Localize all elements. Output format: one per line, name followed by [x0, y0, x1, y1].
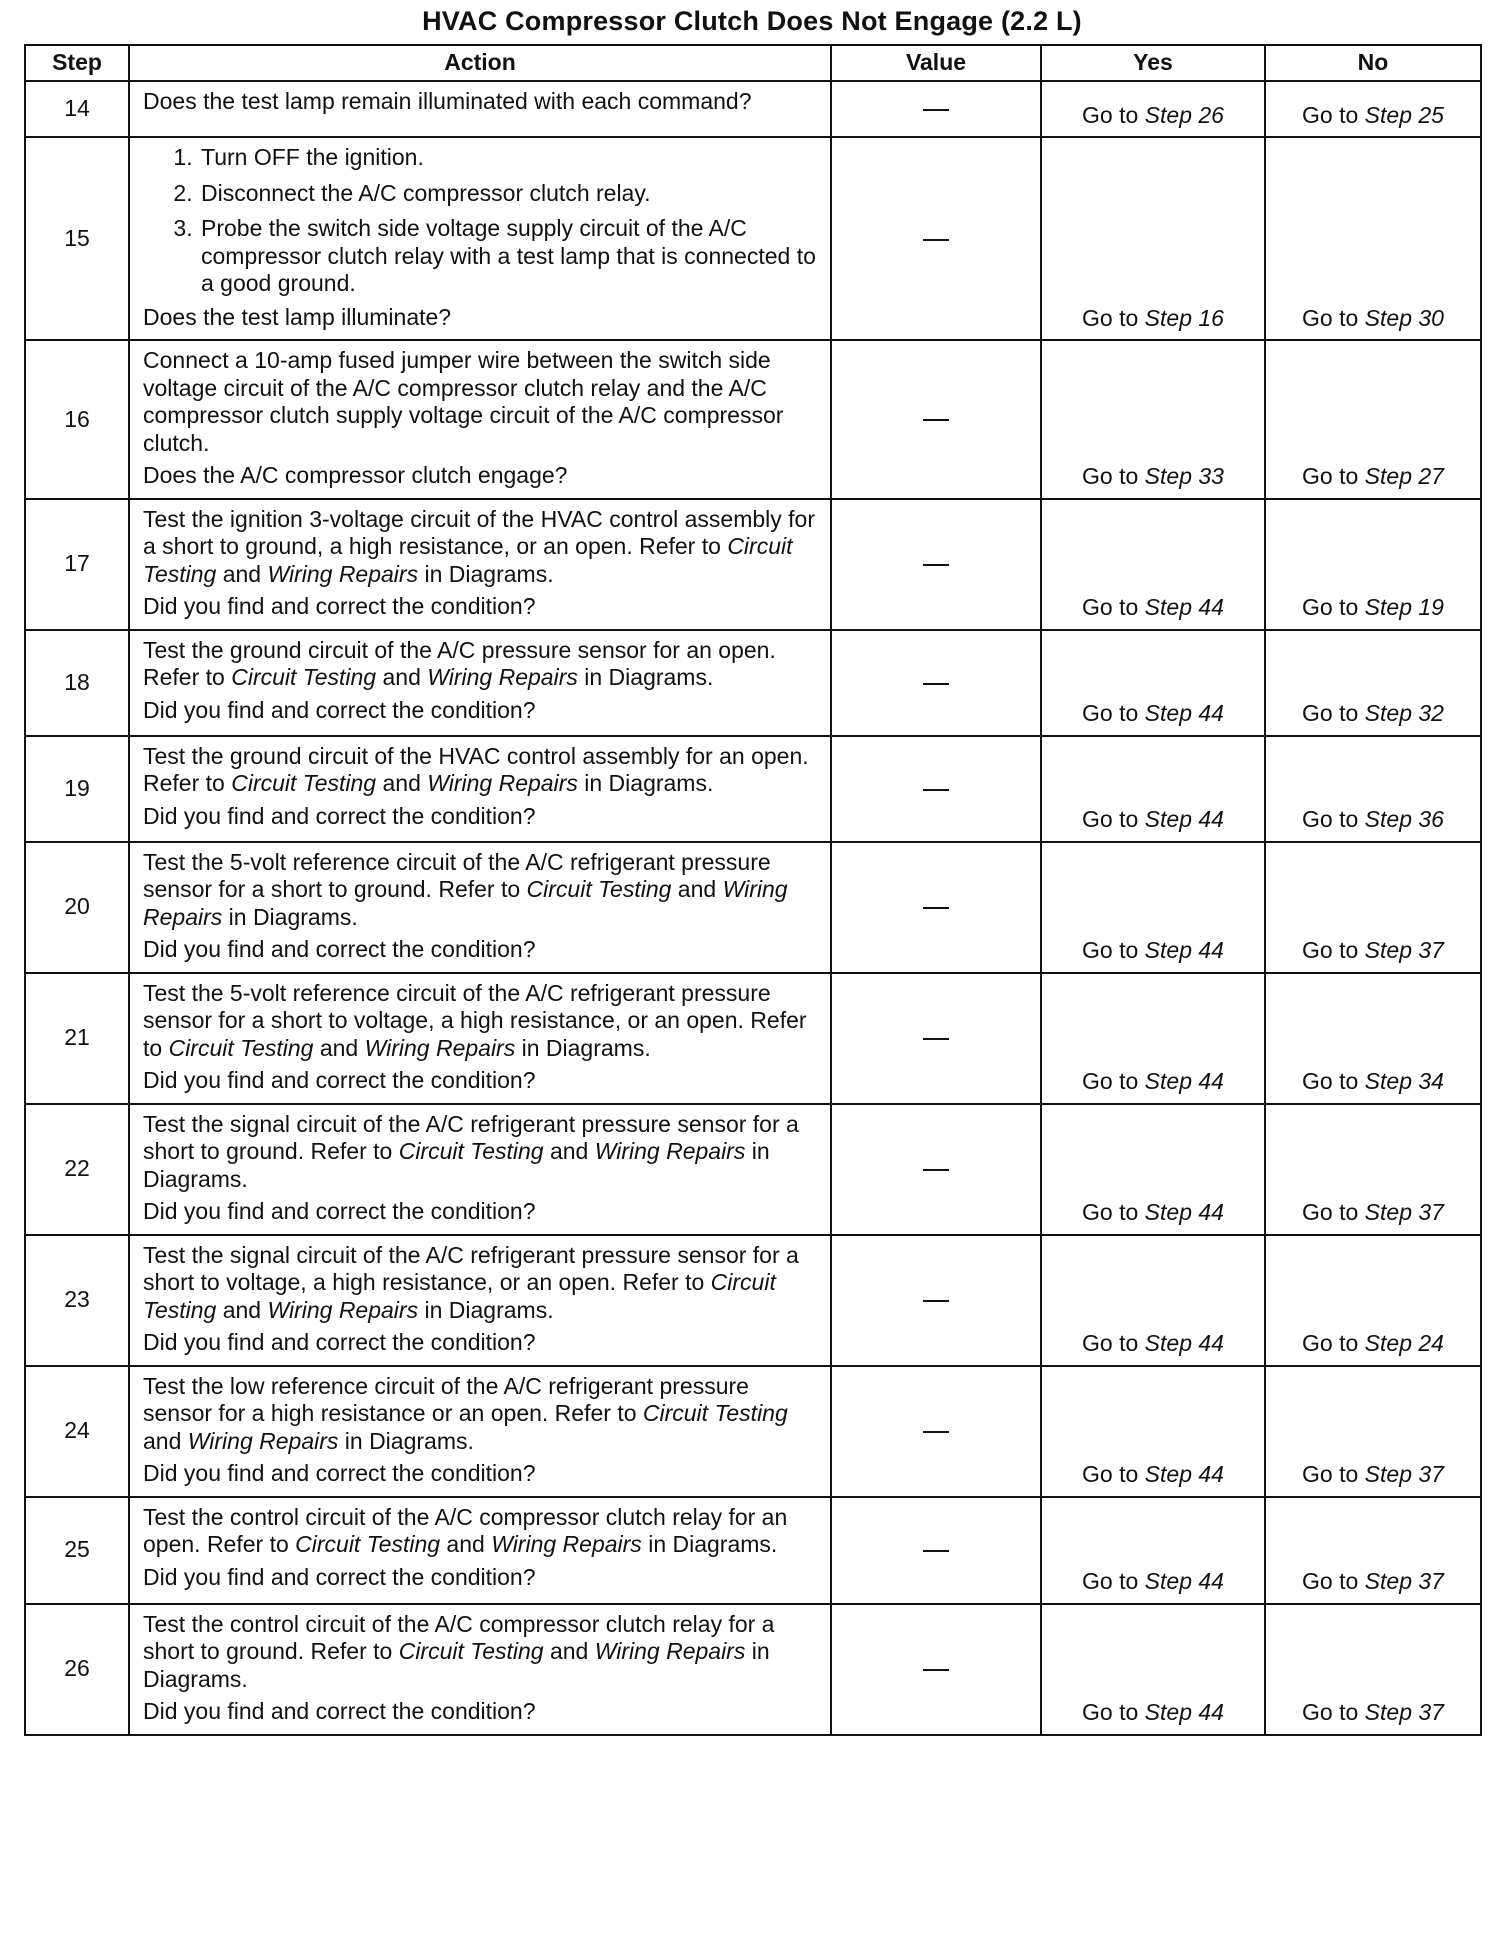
yes-cell: [1041, 137, 1265, 340]
action-text-segment: Test the ignition 3-voltage circuit of the HVAC control assembly for a short to ground, a high resistance, or an open. Refer to: [143, 505, 815, 559]
action-text-segment: and: [216, 1296, 268, 1323]
action-reference: Circuit Testing: [168, 1034, 314, 1061]
value-dash: [923, 1669, 949, 1671]
table-row: [25, 499, 1481, 630]
action-text-segment: in Diagrams.: [577, 770, 714, 796]
go-to-label: Go to: [1082, 937, 1139, 963]
action-question: Does the A/C compressor clutch engage?: [143, 462, 568, 488]
action-question: Did you find and correct the condition?: [143, 1198, 536, 1224]
yes-cell: [1041, 1604, 1265, 1735]
value-cell: [831, 1104, 1041, 1235]
go-to-label: Go to: [1302, 1568, 1359, 1594]
value-dash: [923, 789, 949, 791]
no-target-step: Step 37: [1364, 1699, 1444, 1725]
action-text-segment: Test the control circuit of the A/C compressor clutch relay for an open. Refer to: [143, 1503, 788, 1557]
action-question: Did you find and correct the condition?: [143, 1563, 536, 1590]
go-to-label: Go to: [1082, 1199, 1139, 1225]
yes-target-step: Step 44: [1144, 806, 1224, 832]
go-to-label: Go to: [1082, 1330, 1139, 1356]
yes-cell: [1041, 1104, 1265, 1235]
header-no: No: [1265, 45, 1481, 81]
value-cell: [831, 340, 1041, 499]
action-question: Did you find and correct the condition?: [143, 696, 536, 723]
action-cell: [129, 1604, 831, 1735]
go-to-label: Go to: [1082, 700, 1139, 726]
no-target-step: Step 37: [1364, 1568, 1444, 1594]
no-target-step: Step 36: [1364, 806, 1444, 832]
header-step: Step: [25, 45, 129, 81]
action-text: [143, 1611, 818, 1694]
no-cell: [1265, 1604, 1481, 1735]
action-reference: Circuit Testing: [231, 664, 377, 690]
value-dash: [923, 1038, 949, 1040]
no-target-step: Step 27: [1364, 463, 1444, 489]
action-text-segment: in Diagrams.: [143, 1638, 770, 1692]
value-cell: [831, 630, 1041, 736]
value-dash: [923, 1431, 949, 1433]
value-dash: [923, 109, 949, 111]
go-to-label: Go to: [1302, 304, 1359, 331]
action-text: [143, 637, 818, 692]
value-dash: [923, 1169, 949, 1171]
action-text-segment: and: [313, 1034, 365, 1061]
action-reference: Wiring Repairs: [187, 1427, 339, 1454]
value-cell: [831, 1604, 1041, 1735]
go-to-label: Go to: [1302, 937, 1359, 963]
action-text-segment: Test the signal circuit of the A/C refrigerant pressure sensor for a short to voltage, a high resistance, or an open. Refer to: [143, 1241, 799, 1295]
table-header-row: [25, 45, 1481, 81]
value-dash: [923, 1300, 949, 1302]
no-target-step: Step 25: [1364, 101, 1444, 128]
action-reference: Circuit Testing: [398, 1138, 544, 1164]
action-text-segment: in Diagrams.: [338, 1427, 474, 1454]
action-reference: Circuit Testing: [143, 533, 793, 587]
value-cell: [831, 1497, 1041, 1604]
table-row: [25, 973, 1481, 1104]
go-to-label: Go to: [1082, 806, 1139, 832]
action-cell: [129, 842, 831, 973]
action-reference: Wiring Repairs: [427, 770, 578, 796]
action-question: Did you find and correct the condition?: [143, 1698, 536, 1724]
action-text: [143, 743, 818, 798]
yes-target-step: Step 44: [1144, 1461, 1224, 1487]
no-cell: [1265, 137, 1481, 340]
no-cell: [1265, 736, 1481, 842]
no-cell: [1265, 842, 1481, 973]
value-dash: [923, 239, 949, 241]
step-number: 19: [25, 736, 129, 842]
go-to-label: Go to: [1082, 594, 1139, 620]
action-text: [143, 88, 818, 116]
table-row: [25, 1366, 1481, 1497]
action-reference: Wiring Repairs: [594, 1138, 746, 1164]
no-target-step: Step 34: [1364, 1068, 1444, 1094]
table-row: [25, 630, 1481, 736]
action-text-segment: and: [543, 1638, 595, 1664]
table-row: [25, 1235, 1481, 1366]
action-question: Did you find and correct the condition?: [143, 1067, 536, 1093]
action-text-segment: in Diagrams.: [143, 1138, 770, 1192]
value-dash: [923, 1550, 949, 1552]
step-number: 24: [25, 1366, 129, 1497]
no-target-step: Step 37: [1364, 1199, 1444, 1225]
table-row: [25, 1497, 1481, 1604]
value-dash: [923, 683, 949, 685]
step-number: 25: [25, 1497, 129, 1604]
action-text-segment: Test the low reference circuit of the A/C refrigerant pressure sensor for a high resistance or an open. Refer to: [143, 1372, 749, 1426]
yes-cell: [1041, 499, 1265, 630]
action-cell: [129, 1104, 831, 1235]
action-text-segment: and: [376, 770, 428, 796]
yes-target-step: Step 44: [1144, 700, 1224, 726]
yes-cell: [1041, 736, 1265, 842]
no-cell: [1265, 630, 1481, 736]
go-to-label: Go to: [1302, 1461, 1359, 1487]
table-row: [25, 1604, 1481, 1735]
action-text: [143, 1111, 818, 1194]
no-target-step: Step 32: [1364, 700, 1444, 726]
table-row: [25, 137, 1481, 340]
go-to-label: Go to: [1082, 463, 1139, 489]
step-number: 15: [25, 137, 129, 340]
value-cell: [831, 1366, 1041, 1497]
table-row: [25, 340, 1481, 499]
action-text-segment: in Diagrams.: [418, 560, 554, 587]
value-cell: [831, 499, 1041, 630]
value-cell: [831, 842, 1041, 973]
action-reference: Wiring Repairs: [143, 876, 788, 930]
no-cell: [1265, 81, 1481, 137]
yes-cell: [1041, 842, 1265, 973]
step-number: 18: [25, 630, 129, 736]
diagnostic-table: [24, 44, 1482, 1736]
table-row: [25, 81, 1481, 137]
go-to-label: Go to: [1082, 1068, 1139, 1094]
action-text-segment: Does the test lamp remain illuminated with each command?: [143, 88, 752, 114]
header-value: Value: [831, 45, 1041, 81]
action-text-segment: in Diagrams.: [577, 664, 714, 690]
action-cell: [129, 1235, 831, 1366]
action-cell: [129, 973, 831, 1104]
go-to-label: Go to: [1302, 1068, 1359, 1094]
action-text-segment: Test the 5-volt reference circuit of the A/C refrigerant pressure sensor for a short to ground. Refer to: [143, 848, 771, 902]
no-target-step: Step 30: [1364, 304, 1444, 331]
value-dash: [923, 419, 949, 421]
yes-cell: [1041, 973, 1265, 1104]
action-text: [143, 1504, 818, 1559]
yes-target-step: Step 16: [1144, 304, 1224, 331]
action-step-item: 1. Turn OFF the ignition.: [199, 144, 818, 172]
yes-cell: [1041, 340, 1265, 499]
action-question: Did you find and correct the condition?: [143, 1460, 536, 1486]
table-row: [25, 736, 1481, 842]
go-to-label: Go to: [1302, 806, 1359, 832]
step-number: 20: [25, 842, 129, 973]
value-dash: [923, 907, 949, 909]
action-step-item: 3. Probe the switch side voltage supply circuit of the A/C compressor clutch relay with a test lamp that is connected to a good ground.: [199, 215, 818, 298]
action-text-segment: Connect a 10-amp fused jumper wire between the switch side voltage circuit of the A/C compressor clutch relay and the A/C compressor clutch supply voltage circuit of the A/C compressor clutch.: [143, 347, 784, 456]
yes-cell: [1041, 1497, 1265, 1604]
no-cell: [1265, 1366, 1481, 1497]
action-text-segment: Test the 5-volt reference circuit of the A/C refrigerant pressure sensor for a short to voltage, a high resistance, or an open. Refer to: [143, 979, 807, 1061]
no-cell: [1265, 1235, 1481, 1366]
action-text-segment: in Diagrams.: [515, 1034, 651, 1061]
table-body: [25, 81, 1481, 1735]
action-cell: [129, 499, 831, 630]
action-text-segment: in Diagrams.: [641, 1531, 778, 1557]
yes-cell: [1041, 1366, 1265, 1497]
yes-cell: [1041, 81, 1265, 137]
no-target-step: Step 19: [1364, 594, 1444, 620]
go-to-label: Go to: [1082, 304, 1139, 331]
action-question: Did you find and correct the condition?: [143, 593, 536, 619]
action-question: Did you find and correct the condition?: [143, 802, 536, 829]
step-number: 14: [25, 81, 129, 137]
action-text-segment: and: [376, 664, 428, 690]
action-reference: Circuit Testing: [642, 1400, 788, 1426]
action-question: Did you find and correct the condition?: [143, 936, 536, 962]
value-dash: [923, 564, 949, 566]
action-cell: [129, 137, 831, 340]
no-cell: [1265, 1497, 1481, 1604]
action-reference: Circuit Testing: [143, 1269, 776, 1323]
value-cell: [831, 973, 1041, 1104]
action-text-segment: in Diagrams.: [418, 1296, 554, 1323]
action-text-segment: and: [143, 1427, 188, 1454]
table-row: [25, 842, 1481, 973]
go-to-label: Go to: [1302, 101, 1359, 128]
action-step-item: 2. Disconnect the A/C compressor clutch relay.: [199, 180, 818, 208]
no-cell: [1265, 340, 1481, 499]
yes-target-step: Step 44: [1144, 937, 1224, 963]
action-text-segment: Test the ground circuit of the A/C pressure sensor for an open. Refer to: [143, 636, 776, 690]
go-to-label: Go to: [1302, 463, 1359, 489]
action-reference: Wiring Repairs: [427, 664, 578, 690]
yes-target-step: Step 26: [1144, 101, 1224, 128]
action-text: [143, 1242, 818, 1325]
action-question: Did you find and correct the condition?: [143, 1329, 536, 1355]
no-cell: [1265, 499, 1481, 630]
action-reference: Wiring Repairs: [267, 560, 419, 587]
value-cell: [831, 81, 1041, 137]
action-reference: Wiring Repairs: [594, 1638, 746, 1664]
no-cell: [1265, 973, 1481, 1104]
action-reference: Wiring Repairs: [491, 1531, 642, 1557]
action-reference: Circuit Testing: [526, 876, 672, 902]
step-number: 23: [25, 1235, 129, 1366]
yes-target-step: Step 44: [1144, 1068, 1224, 1094]
go-to-label: Go to: [1082, 1568, 1139, 1594]
action-text-segment: and: [216, 560, 268, 587]
yes-cell: [1041, 630, 1265, 736]
yes-target-step: Step 44: [1144, 1199, 1224, 1225]
no-target-step: Step 37: [1364, 937, 1444, 963]
header-action: Action: [129, 45, 831, 81]
action-reference: Wiring Repairs: [364, 1034, 516, 1061]
table-row: [25, 1104, 1481, 1235]
step-number: 26: [25, 1604, 129, 1735]
action-reference: Circuit Testing: [295, 1531, 441, 1557]
action-question: Does the test lamp illuminate?: [143, 303, 452, 330]
no-target-step: Step 37: [1364, 1461, 1444, 1487]
action-cell: [129, 1366, 831, 1497]
action-reference: Wiring Repairs: [267, 1296, 419, 1323]
document-title: HVAC Compressor Clutch Does Not Engage (2.2 L): [422, 6, 1082, 36]
yes-cell: [1041, 1235, 1265, 1366]
go-to-label: Go to: [1302, 700, 1359, 726]
action-cell: [129, 1497, 831, 1604]
action-step-list: [143, 144, 818, 298]
value-cell: [831, 137, 1041, 340]
action-text-segment: and: [671, 876, 723, 902]
no-target-step: Step 24: [1364, 1330, 1444, 1356]
action-text-segment: and: [440, 1531, 492, 1557]
action-text-segment: in Diagrams.: [222, 903, 358, 930]
header-yes: Yes: [1041, 45, 1265, 81]
go-to-label: Go to: [1082, 101, 1139, 128]
step-number: 21: [25, 973, 129, 1104]
no-cell: [1265, 1104, 1481, 1235]
yes-target-step: Step 44: [1144, 1330, 1224, 1356]
action-reference: Circuit Testing: [398, 1638, 544, 1664]
step-number: 16: [25, 340, 129, 499]
action-text: [143, 980, 818, 1063]
action-cell: [129, 736, 831, 842]
action-text: [143, 849, 818, 932]
yes-target-step: Step 44: [1144, 1568, 1224, 1594]
yes-target-step: Step 44: [1144, 594, 1224, 620]
go-to-label: Go to: [1082, 1699, 1139, 1725]
value-cell: [831, 1235, 1041, 1366]
action-reference: Circuit Testing: [231, 770, 377, 796]
go-to-label: Go to: [1082, 1461, 1139, 1487]
action-text: [143, 506, 818, 589]
action-cell: [129, 81, 831, 137]
yes-target-step: Step 33: [1144, 463, 1224, 489]
go-to-label: Go to: [1302, 1330, 1359, 1356]
action-text-segment: Test the signal circuit of the A/C refrigerant pressure sensor for a short to ground. Refer to: [143, 1110, 799, 1164]
go-to-label: Go to: [1302, 594, 1359, 620]
yes-target-step: Step 44: [1144, 1699, 1224, 1725]
value-cell: [831, 736, 1041, 842]
action-cell: [129, 340, 831, 499]
go-to-label: Go to: [1302, 1699, 1359, 1725]
action-text-segment: Test the ground circuit of the HVAC control assembly for an open. Refer to: [143, 742, 809, 796]
action-text-segment: Test the control circuit of the A/C compressor clutch relay for a short to ground. Refer to: [143, 1610, 775, 1664]
action-text: [143, 347, 818, 457]
step-number: 22: [25, 1104, 129, 1235]
action-text: [143, 1373, 818, 1456]
go-to-label: Go to: [1302, 1199, 1359, 1225]
action-cell: [129, 630, 831, 736]
step-number: 17: [25, 499, 129, 630]
action-text-segment: and: [543, 1138, 595, 1164]
